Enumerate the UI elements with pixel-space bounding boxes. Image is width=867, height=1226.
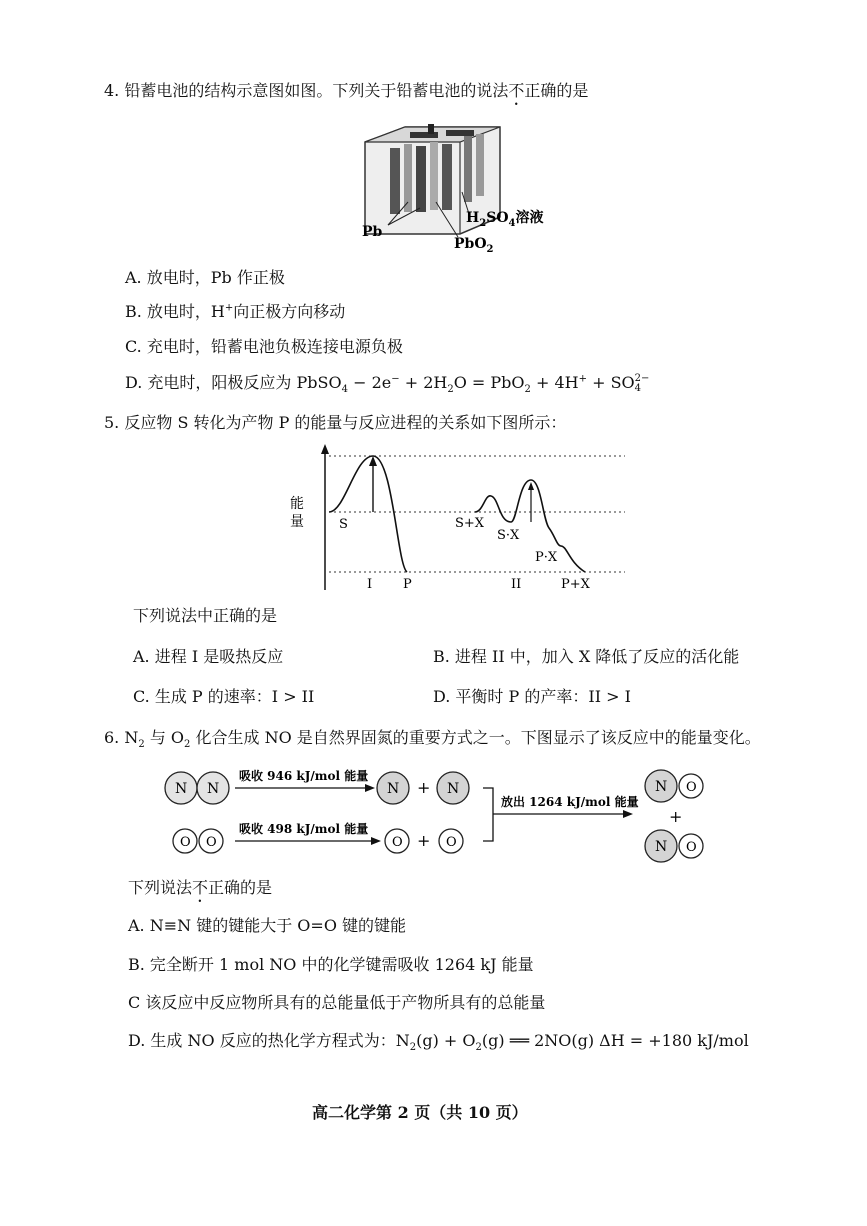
svg-text:O: O	[180, 835, 191, 850]
q4-stem-emph: 不	[508, 81, 525, 100]
svg-text:+: +	[669, 807, 683, 826]
svg-text:N: N	[655, 779, 668, 795]
curve-process-i	[329, 456, 407, 572]
label-p: P	[403, 577, 412, 592]
energy-label-2: 量	[290, 514, 304, 530]
q5-number: 5.	[104, 413, 120, 432]
q4-option-d: D. 充电时，阳极反应为 PbSO$_4$ − $2e^- + 2H_2O = PbO_2 + 4H^+$ + SO 2− 4	[125, 372, 650, 396]
svg-text:O: O	[392, 835, 403, 850]
bond-energy-diagram	[155, 758, 715, 868]
q6-stem: 6. $N_2$ 与 $O_2$ 化合生成 NO 是自然界固氮的重要方式之一。下图显示了该反应中的能量变化。	[104, 728, 761, 751]
battery-plate	[464, 136, 472, 202]
label-h2so4: $H_2SO_4$溶液	[466, 210, 544, 229]
q5-stem-text: 反应物 S 转化为产物 P 的能量与反应进程的关系如下图所示：	[124, 413, 567, 432]
q5-option-d: D. 平衡时 P 的产率：II > I	[433, 687, 631, 706]
svg-text:O: O	[206, 835, 217, 850]
label-p-dot-x: P·X	[535, 550, 558, 565]
label-ii: II	[511, 577, 522, 592]
q6-option-c: C 该反应中反应物所具有的总能量低于产物所具有的总能量	[128, 993, 546, 1012]
q4-option-a: A. 放电时，Pb 作正极	[125, 268, 285, 287]
q5-stem	[104, 410, 566, 433]
curve-process-ii	[475, 480, 585, 572]
label-s-plus-x: S+X	[455, 516, 485, 531]
battery-plate	[442, 144, 452, 210]
q4-number: 4.	[104, 81, 120, 100]
svg-text:O: O	[686, 840, 697, 855]
label-pb: Pb	[362, 224, 383, 240]
q6-option-a: A. N≡N 键的键能大于 O=O 键的键能	[128, 916, 407, 935]
svg-text:O: O	[446, 835, 457, 850]
q6-number: 6.	[104, 728, 120, 747]
absorb-n-label: 吸收 946 kJ/mol 能量	[239, 769, 369, 783]
q6-option-b: B. 完全断开 1 mol NO 中的化学键需吸收 1264 kJ 能量	[128, 955, 534, 974]
q4-stem-a: 铅蓄电池的结构示意图如图。下列关于铅蓄电池的说法	[124, 81, 509, 100]
q4-option-c: C. 充电时，铅蓄电池负极连接电源负极	[125, 337, 403, 356]
energy-label-1: 能	[290, 496, 304, 512]
battery-plate	[404, 144, 412, 212]
page-footer: 高二化学第 2 页（共 10 页）	[312, 1103, 528, 1122]
svg-text:+: +	[417, 831, 431, 850]
svg-text:N: N	[387, 781, 400, 797]
battery-plate	[430, 142, 438, 210]
label-i: I	[367, 577, 373, 592]
svg-text:N: N	[207, 781, 220, 797]
svg-text:N: N	[175, 781, 188, 797]
lead-battery-figure	[350, 122, 570, 252]
battery-plate	[416, 146, 426, 212]
label-p-plus-x: P+X	[561, 577, 590, 592]
q6-option-d: D. 生成 NO 反应的热化学方程式为：$N_2(g) + O_2(g)$ ══ 2NO(g) ΔH = +180 kJ/mol	[128, 1031, 749, 1054]
release-label: 放出 1264 kJ/mol 能量	[501, 795, 639, 809]
svg-text:N: N	[447, 781, 460, 797]
q5-option-c: C. 生成 P 的速率：I > II	[133, 687, 315, 706]
energy-diagram	[285, 440, 635, 595]
battery-plate	[476, 134, 484, 196]
q5-option-b: B. 进程 II 中，加入 X 降低了反应的活化能	[433, 647, 740, 666]
q5-option-a: A. 进程 I 是吸热反应	[133, 647, 284, 666]
q4-stem-b: 正确的是	[524, 81, 589, 100]
label-s: S	[339, 517, 348, 532]
svg-text:+: +	[417, 778, 431, 797]
battery-plate	[390, 148, 400, 214]
svg-text:N: N	[655, 839, 668, 855]
svg-text:O: O	[686, 780, 697, 795]
q6-lead: 下列说法不正确的是	[128, 878, 273, 897]
q5-lead: 下列说法中正确的是	[133, 606, 278, 625]
absorb-o-label: 吸收 498 kJ/mol 能量	[239, 822, 369, 836]
label-s-dot-x: S·X	[497, 528, 520, 543]
q4-option-b: B. 放电时，H+向正极方向移动	[125, 302, 346, 321]
label-pbo2: PbO$_2$	[454, 236, 494, 252]
q4-stem	[104, 78, 588, 109]
